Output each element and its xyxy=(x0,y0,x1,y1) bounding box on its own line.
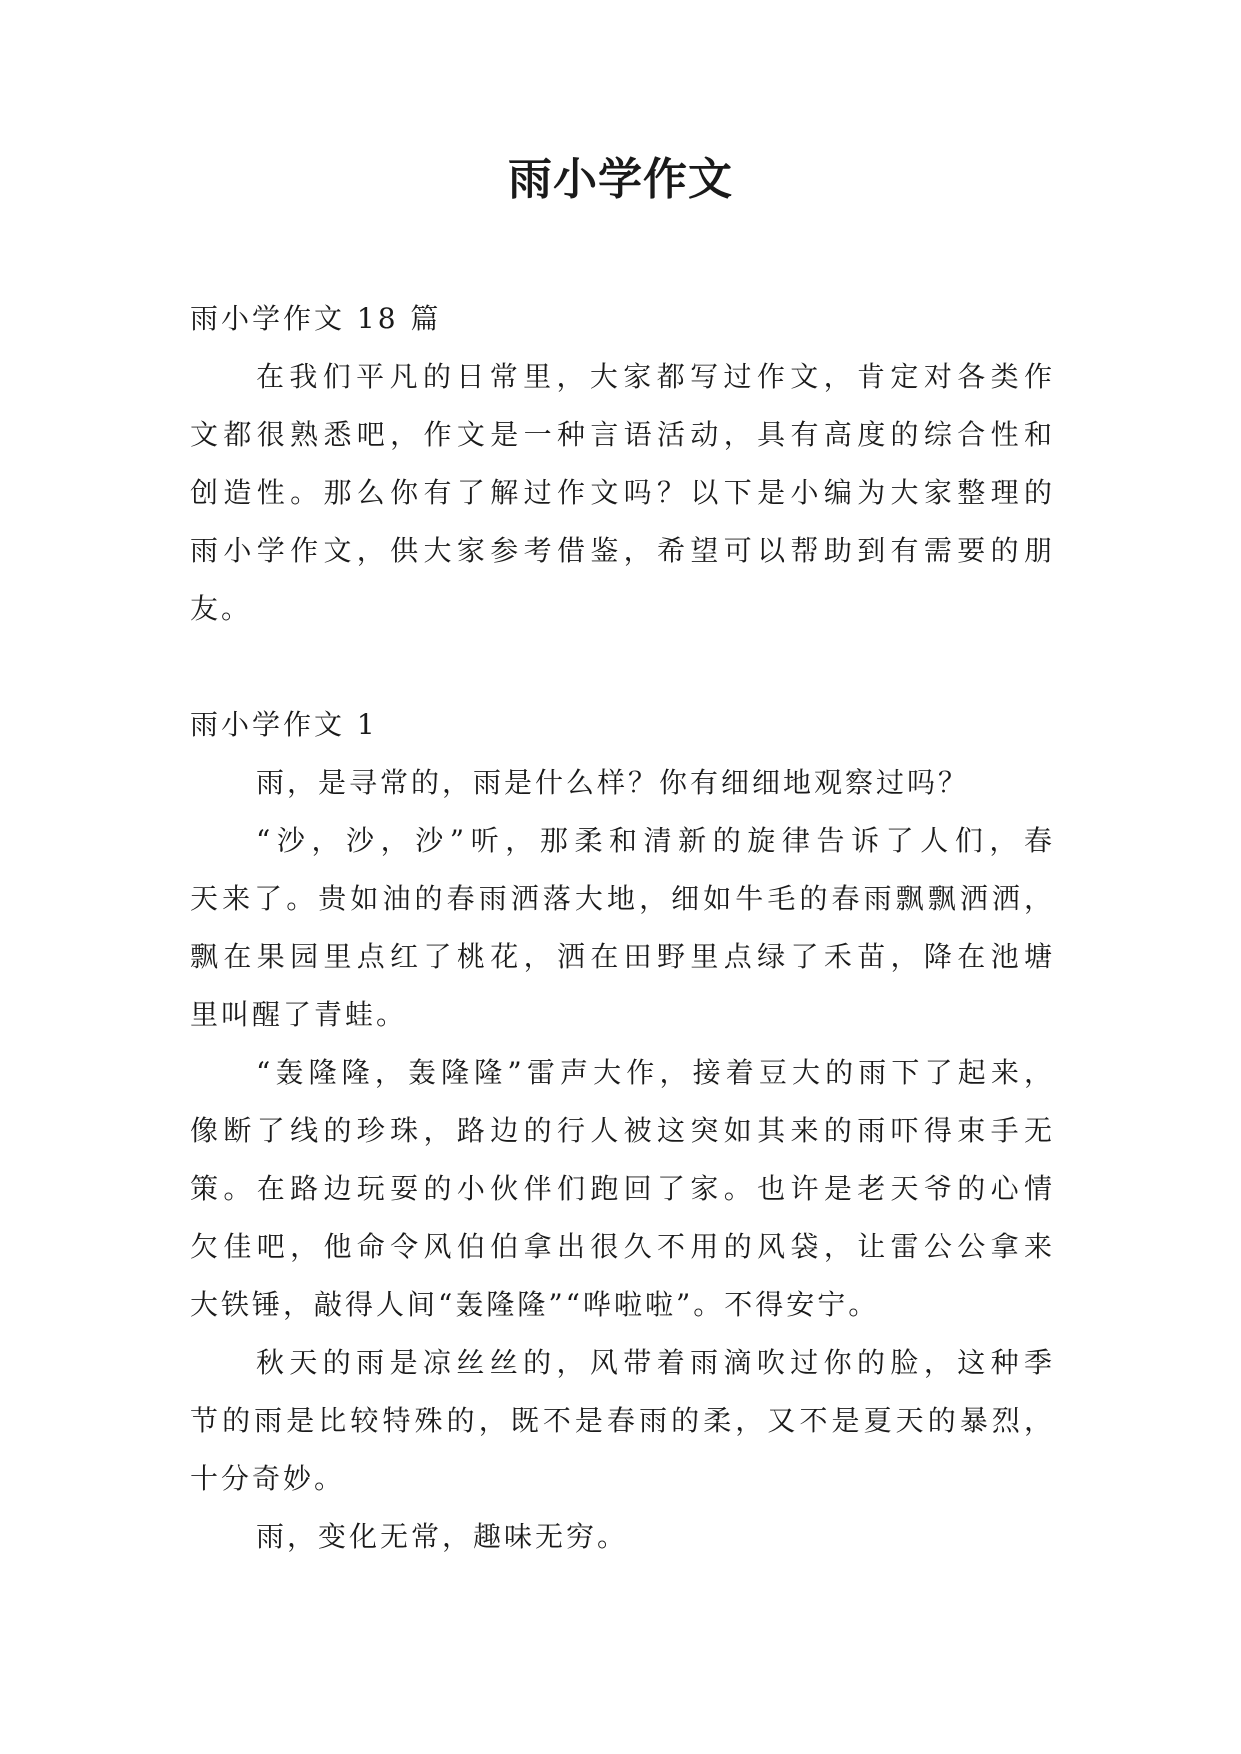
paragraph-line: 欠佳吧，他命令风伯伯拿出很久不用的风袋，让雷公公拿来 xyxy=(190,1230,1052,1263)
paragraph-line: “沙，沙，沙”听，那柔和清新的旋律告诉了人们，春 xyxy=(256,824,1052,857)
paragraph-line: 里叫醒了青蛙。 xyxy=(190,998,408,1031)
paragraph-line: 飘在果园里点红了桃花，洒在田野里点绿了禾苗，降在池塘 xyxy=(190,940,1052,973)
essay-paragraph-5 xyxy=(190,1508,1052,1566)
paragraph-line: 节的雨是比较特殊的，既不是春雨的柔，又不是夏天的暴烈， xyxy=(190,1404,1052,1437)
paragraph-line: 十分奇妙。 xyxy=(190,1462,346,1495)
document-title: 雨小学作文 xyxy=(508,154,733,205)
collection-subtitle: 雨小学作文 18 篇 xyxy=(190,302,442,335)
document-body xyxy=(190,290,1052,1566)
paragraph-line: “轰隆隆，轰隆隆”雷声大作，接着豆大的雨下了起来， xyxy=(256,1056,1052,1089)
paragraph-line: 雨，是寻常的，雨是什么样？你有细细地观察过吗？ xyxy=(256,766,970,799)
intro-line: 创造性。那么你有了解过作文吗？以下是小编为大家整理的 xyxy=(190,476,1052,509)
intro-line: 雨小学作文，供大家参考借鉴，希望可以帮助到有需要的朋 xyxy=(190,534,1052,567)
intro-line: 文都很熟悉吧，作文是一种言语活动，具有高度的综合性和 xyxy=(190,418,1052,451)
essay-paragraph-4 xyxy=(190,1334,1052,1508)
intro-line: 在我们平凡的日常里，大家都写过作文，肯定对各类作 xyxy=(256,360,1052,393)
essay-heading: 雨小学作文 1 xyxy=(190,708,378,741)
paragraph-line: 雨，变化无常，趣味无穷。 xyxy=(256,1520,629,1553)
paragraph-line: 策。在路边玩耍的小伙伴们跑回了家。也许是老天爷的心情 xyxy=(190,1172,1052,1205)
section-spacer xyxy=(190,638,1052,696)
paragraph-line: 大铁锤，敲得人间“轰隆隆”“哗啦啦”。不得安宁。 xyxy=(190,1288,880,1321)
intro-line: 友。 xyxy=(190,592,253,625)
paragraph-line: 天来了。贵如油的春雨洒落大地，细如牛毛的春雨飘飘洒洒， xyxy=(190,882,1052,915)
essay-paragraph-1 xyxy=(190,754,1052,812)
essay-paragraph-2 xyxy=(190,812,1052,1044)
essay-paragraph-3 xyxy=(190,1044,1052,1334)
paragraph-line: 像断了线的珍珠，路边的行人被这突如其来的雨吓得束手无 xyxy=(190,1114,1052,1147)
paragraph-line: 秋天的雨是凉丝丝的，风带着雨滴吹过你的脸，这种季 xyxy=(256,1346,1052,1379)
intro-paragraph xyxy=(190,348,1052,638)
